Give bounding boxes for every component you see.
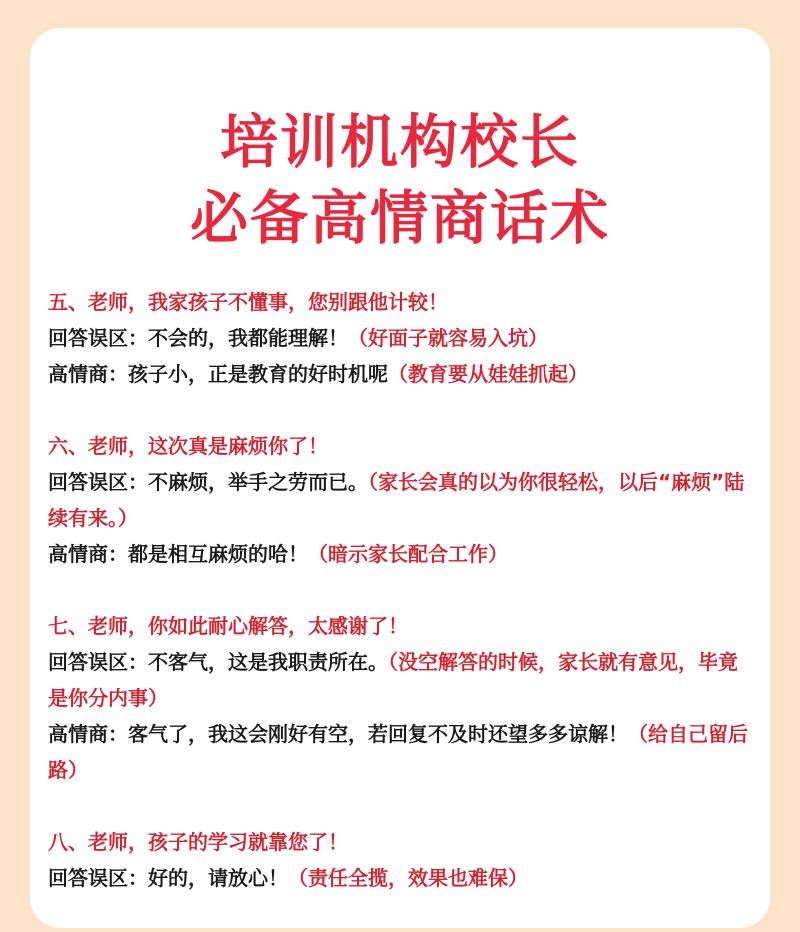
wrong-answer-note: （没空解答的时候，家长就有意见，毕竟是你分内事） [48, 650, 738, 710]
good-answer-prefix: 高情商： [48, 362, 128, 386]
wrong-answer-prefix: 回答误区： [48, 650, 148, 674]
good-answer-text: 孩子小，正是教育的好时机呢 [128, 362, 388, 386]
page-title-line-2: 必备高情商话术 [189, 184, 610, 252]
wrong-answer-prefix: 回答误区： [48, 470, 148, 494]
section-6 [48, 428, 754, 572]
good-answer-text: 客气了，我这会刚好有空，若回复不及时还望多多谅解！ [128, 722, 628, 746]
wrong-answer-text: 不会的，我都能理解！ [148, 326, 348, 350]
good-answer-prefix: 高情商： [48, 722, 128, 746]
section-5 [48, 284, 754, 392]
good-answer-text: 都是相互麻烦的哈！ [128, 542, 308, 566]
good-answer-note: （给自己留后路） [48, 722, 748, 782]
wrong-answer-line [48, 464, 754, 536]
wrong-answer-line [48, 860, 754, 896]
section-question: 六、老师，这次真是麻烦你了！ [48, 434, 328, 458]
article-body [48, 284, 754, 932]
wrong-answer-prefix: 回答误区： [48, 866, 148, 890]
wrong-answer-note: （家长会真的以为你很轻松，以后“麻烦”陆续有来。） [48, 470, 745, 530]
wrong-answer-note: （好面子就容易入坑） [348, 326, 548, 350]
wrong-answer-line [48, 644, 754, 716]
section-question: 七、老师，你如此耐心解答，太感谢了！ [48, 614, 408, 638]
good-answer-line [48, 536, 754, 572]
good-answer-note: （教育要从娃娃抓起） [388, 362, 588, 386]
section-7 [48, 608, 754, 788]
section-question: 五、老师，我家孩子不懂事，您别跟他计较！ [48, 290, 448, 314]
section-question: 八、老师，孩子的学习就靠您了！ [48, 830, 348, 854]
wrong-answer-prefix: 回答误区： [48, 326, 148, 350]
section-8 [48, 824, 754, 896]
page-title-line-1: 培训机构校长 [219, 108, 580, 176]
wrong-answer-text: 不客气，这是我职责所在。 [148, 650, 388, 674]
good-answer-note: （暗示家长配合工作） [308, 542, 508, 566]
good-answer-line [48, 356, 754, 392]
wrong-answer-text: 不麻烦，举手之劳而已。 [148, 470, 368, 494]
wrong-answer-line [48, 320, 754, 356]
wrong-answer-text: 好的，请放心！ [148, 866, 288, 890]
good-answer-prefix: 高情商： [48, 542, 128, 566]
good-answer-line [48, 716, 754, 788]
wrong-answer-note: （责任全揽，效果也难保） [288, 866, 528, 890]
